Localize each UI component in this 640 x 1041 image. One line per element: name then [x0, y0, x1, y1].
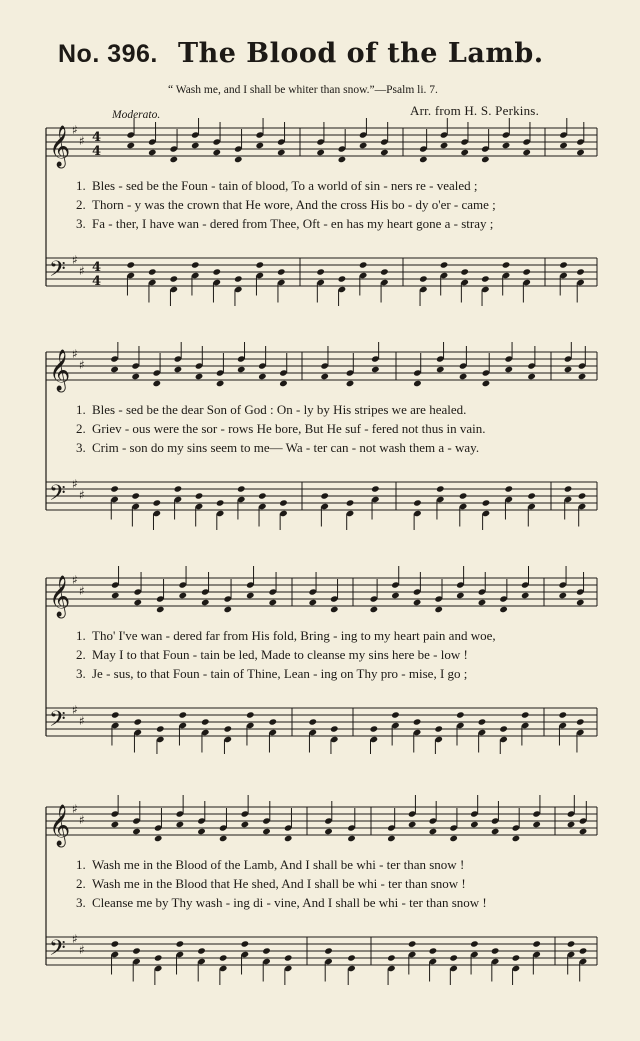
- note-head-icon: [481, 275, 490, 282]
- note-head-icon: [419, 275, 428, 282]
- note-head-icon: [359, 261, 368, 268]
- note-head-icon: [320, 373, 329, 380]
- note-head-icon: [262, 947, 271, 954]
- note-head-icon: [346, 380, 355, 387]
- note-head-icon: [576, 718, 585, 725]
- staff-notation: [0, 118, 640, 306]
- time-signature-icon: 4: [92, 130, 102, 145]
- note-head-icon: [559, 142, 568, 149]
- note-head-icon: [241, 821, 250, 828]
- note-head-icon: [576, 149, 585, 156]
- note-head-icon: [527, 373, 536, 380]
- note-head-icon: [558, 711, 567, 718]
- treble-clef-icon: 𝄞: [49, 805, 71, 846]
- treble-clef-icon: 𝄞: [49, 126, 71, 167]
- time-signature-icon: 4: [92, 260, 102, 275]
- note-head-icon: [504, 366, 513, 373]
- note-head-icon: [320, 492, 329, 499]
- note-head-icon: [133, 599, 142, 606]
- verse-line: 1. Wash me in the Blood of the Lamb, And I shall be whi - ter than snow !: [76, 857, 465, 872]
- note-head-icon: [132, 947, 141, 954]
- note-head-icon: [258, 492, 267, 499]
- note-head-icon: [559, 261, 568, 268]
- note-head-icon: [436, 485, 445, 492]
- treble-clef-icon: 𝄞: [49, 576, 71, 617]
- note-head-icon: [195, 373, 204, 380]
- note-head-icon: [174, 485, 183, 492]
- note-head-icon: [347, 954, 356, 961]
- note-head-icon: [371, 485, 380, 492]
- note-head-icon: [156, 725, 165, 732]
- staff-notation: [0, 342, 640, 530]
- note-head-icon: [237, 485, 246, 492]
- note-head-icon: [413, 380, 422, 387]
- note-head-icon: [370, 606, 379, 613]
- sharp-icon: ♯: [72, 932, 78, 946]
- note-head-icon: [132, 828, 141, 835]
- bass-clef-icon: 𝄢: [49, 936, 66, 966]
- note-head-icon: [195, 492, 204, 499]
- note-head-icon: [241, 940, 250, 947]
- note-head-icon: [434, 725, 443, 732]
- note-head-icon: [277, 149, 286, 156]
- verse-line: 1. Bles - sed be the Foun - tain of blood, To a world of sin - ners re - vealed ;: [76, 178, 478, 193]
- note-head-icon: [460, 268, 469, 275]
- note-head-icon: [512, 835, 521, 842]
- note-head-icon: [567, 940, 576, 947]
- note-head-icon: [169, 275, 178, 282]
- note-head-icon: [371, 366, 380, 373]
- note-head-icon: [579, 947, 588, 954]
- verse-line: 1. Tho' I've wan - dered far from His fold, Bring - ing to my heart pain and woe,: [76, 628, 496, 643]
- note-head-icon: [111, 821, 120, 828]
- sharp-icon: ♯: [72, 477, 78, 491]
- note-head-icon: [567, 821, 576, 828]
- note-head-icon: [502, 142, 511, 149]
- sharp-icon: ♯: [79, 714, 85, 728]
- note-head-icon: [380, 149, 389, 156]
- note-head-icon: [482, 499, 491, 506]
- hymn-title: The Blood of the Lamb.: [178, 38, 544, 69]
- note-head-icon: [470, 940, 479, 947]
- note-head-icon: [338, 156, 347, 163]
- sharp-icon: ♯: [79, 488, 85, 502]
- note-head-icon: [284, 835, 293, 842]
- note-head-icon: [216, 499, 225, 506]
- note-head-icon: [133, 718, 142, 725]
- note-head-icon: [522, 268, 531, 275]
- sharp-icon: ♯: [72, 347, 78, 361]
- note-head-icon: [391, 592, 400, 599]
- verse-line: 2. May I to that Foun - tain be led, Made to cleanse my sins here be - low !: [76, 647, 468, 662]
- note-head-icon: [491, 947, 500, 954]
- note-head-icon: [338, 275, 347, 282]
- note-head-icon: [459, 373, 468, 380]
- music-system-1: [0, 118, 640, 306]
- note-head-icon: [148, 149, 157, 156]
- hymn-number: No. 396.: [58, 40, 158, 68]
- note-head-icon: [330, 606, 339, 613]
- note-head-icon: [359, 142, 368, 149]
- sharp-icon: ♯: [79, 264, 85, 278]
- sharp-icon: ♯: [79, 584, 85, 598]
- note-head-icon: [408, 821, 417, 828]
- arranger-credit: Arr. from H. S. Perkins.: [410, 103, 540, 118]
- note-head-icon: [111, 592, 120, 599]
- note-head-icon: [564, 366, 573, 373]
- note-head-icon: [176, 821, 185, 828]
- note-head-icon: [197, 828, 206, 835]
- note-head-icon: [578, 492, 587, 499]
- note-head-icon: [212, 268, 221, 275]
- note-head-icon: [154, 954, 163, 961]
- bass-clef-icon: 𝄢: [49, 481, 66, 511]
- note-head-icon: [246, 711, 255, 718]
- note-head-icon: [110, 485, 119, 492]
- note-head-icon: [512, 954, 521, 961]
- bass-clef-icon: 𝄢: [49, 707, 66, 737]
- sharp-icon: ♯: [79, 134, 85, 148]
- note-head-icon: [216, 380, 225, 387]
- note-head-icon: [178, 711, 187, 718]
- verse-line: 1. Bles - sed be the dear Son of God : On - ly by His stripes we are healed.: [76, 402, 467, 417]
- note-head-icon: [502, 261, 511, 268]
- note-head-icon: [255, 142, 264, 149]
- note-head-icon: [268, 718, 277, 725]
- note-head-icon: [111, 711, 120, 718]
- note-head-icon: [111, 940, 120, 947]
- note-head-icon: [440, 142, 449, 149]
- note-head-icon: [126, 142, 135, 149]
- note-head-icon: [279, 499, 288, 506]
- note-head-icon: [347, 835, 356, 842]
- music-system-3: [0, 566, 640, 754]
- note-head-icon: [482, 380, 491, 387]
- note-head-icon: [308, 599, 317, 606]
- verse-line: 3. Fa - ther, I have wan - dered from Thee, Oft - en has my heart gone a - stray ;: [76, 216, 494, 231]
- music-system-4: [0, 795, 640, 985]
- treble-clef-icon: 𝄞: [49, 350, 71, 391]
- note-head-icon: [178, 592, 187, 599]
- note-head-icon: [201, 718, 210, 725]
- note-head-icon: [499, 725, 508, 732]
- sharp-icon: ♯: [79, 813, 85, 827]
- note-head-icon: [131, 373, 140, 380]
- note-head-icon: [429, 828, 438, 835]
- note-head-icon: [223, 606, 232, 613]
- note-head-icon: [576, 599, 585, 606]
- sharp-icon: ♯: [72, 253, 78, 267]
- note-head-icon: [576, 268, 585, 275]
- note-head-icon: [201, 599, 210, 606]
- note-head-icon: [153, 499, 162, 506]
- note-head-icon: [191, 142, 200, 149]
- note-head-icon: [419, 156, 428, 163]
- note-head-icon: [246, 592, 255, 599]
- note-head-icon: [387, 835, 396, 842]
- note-head-icon: [156, 606, 165, 613]
- note-head-icon: [316, 149, 325, 156]
- note-head-icon: [219, 954, 228, 961]
- note-head-icon: [370, 725, 379, 732]
- bass-clef-icon: 𝄢: [49, 257, 66, 287]
- tempo-marking: Moderato.: [112, 109, 161, 121]
- note-head-icon: [522, 149, 531, 156]
- note-head-icon: [436, 366, 445, 373]
- note-head-icon: [169, 156, 178, 163]
- time-signature-icon: 4: [92, 274, 102, 289]
- sharp-icon: ♯: [79, 943, 85, 957]
- note-head-icon: [521, 711, 530, 718]
- note-head-icon: [234, 275, 243, 282]
- note-head-icon: [532, 940, 541, 947]
- note-head-icon: [521, 592, 530, 599]
- note-head-icon: [330, 725, 339, 732]
- music-system-2: [0, 342, 640, 530]
- note-head-icon: [387, 954, 396, 961]
- note-head-icon: [268, 599, 277, 606]
- sharp-icon: ♯: [72, 703, 78, 717]
- note-head-icon: [223, 725, 232, 732]
- note-head-icon: [440, 261, 449, 268]
- hymn-header: [0, 0, 640, 120]
- note-head-icon: [153, 380, 162, 387]
- verse-line: 2. Griev - ous were the sor - rows He bore, But He suf - fered not thus in vain.: [76, 421, 486, 436]
- note-head-icon: [429, 947, 438, 954]
- note-head-icon: [578, 373, 587, 380]
- note-head-icon: [258, 373, 267, 380]
- note-head-icon: [219, 835, 228, 842]
- note-head-icon: [456, 711, 465, 718]
- note-head-icon: [324, 947, 333, 954]
- note-head-icon: [176, 940, 185, 947]
- note-head-icon: [380, 268, 389, 275]
- note-head-icon: [499, 606, 508, 613]
- note-head-icon: [504, 485, 513, 492]
- note-head-icon: [478, 599, 487, 606]
- note-head-icon: [237, 366, 246, 373]
- note-head-icon: [324, 828, 333, 835]
- note-head-icon: [279, 380, 288, 387]
- verse-line: 3. Crim - son do my sins seem to me— Wa - ter can - not wash them a - way.: [76, 440, 480, 455]
- sharp-icon: ♯: [79, 358, 85, 372]
- note-head-icon: [391, 711, 400, 718]
- note-head-icon: [564, 485, 573, 492]
- note-head-icon: [212, 149, 221, 156]
- note-head-icon: [197, 947, 206, 954]
- note-head-icon: [470, 821, 479, 828]
- sharp-icon: ♯: [72, 802, 78, 816]
- note-head-icon: [154, 835, 163, 842]
- note-head-icon: [449, 954, 458, 961]
- note-head-icon: [460, 149, 469, 156]
- note-head-icon: [558, 592, 567, 599]
- note-head-icon: [491, 828, 500, 835]
- epigraph: “ Wash me, and I shall be whiter than snow.”—Psalm li. 7.: [168, 84, 438, 96]
- sharp-icon: ♯: [72, 573, 78, 587]
- note-head-icon: [346, 499, 355, 506]
- note-head-icon: [255, 261, 264, 268]
- note-head-icon: [408, 940, 417, 947]
- note-head-icon: [234, 156, 243, 163]
- note-head-icon: [413, 718, 422, 725]
- time-signature-icon: 4: [92, 144, 102, 159]
- note-head-icon: [579, 828, 588, 835]
- note-head-icon: [456, 592, 465, 599]
- note-head-icon: [284, 954, 293, 961]
- note-head-icon: [478, 718, 487, 725]
- note-head-icon: [316, 268, 325, 275]
- verse-line: 2. Wash me in the Blood that He shed, And I shall be whi - ter than snow !: [76, 876, 466, 891]
- note-head-icon: [413, 599, 422, 606]
- verse-line: 3. Cleanse me by Thy wash - ing di - vine, And I shall be whi - ter than snow !: [76, 895, 487, 910]
- note-head-icon: [148, 268, 157, 275]
- verse-line: 2. Thorn - y was the crown that He wore, And the cross His bo - dy o'er - came ;: [76, 197, 496, 212]
- verse-line: 3. Je - sus, to that Foun - tain of Thine, Lean - ing on Thy pro - mise, I go ;: [76, 666, 468, 681]
- note-head-icon: [449, 835, 458, 842]
- note-head-icon: [174, 366, 183, 373]
- note-head-icon: [413, 499, 422, 506]
- sharp-icon: ♯: [72, 123, 78, 137]
- note-head-icon: [126, 261, 135, 268]
- note-head-icon: [527, 492, 536, 499]
- note-head-icon: [191, 261, 200, 268]
- note-head-icon: [131, 492, 140, 499]
- note-head-icon: [481, 156, 490, 163]
- note-head-icon: [262, 828, 271, 835]
- note-head-icon: [459, 492, 468, 499]
- note-head-icon: [277, 268, 286, 275]
- note-head-icon: [110, 366, 119, 373]
- note-head-icon: [308, 718, 317, 725]
- note-head-icon: [532, 821, 541, 828]
- note-head-icon: [434, 606, 443, 613]
